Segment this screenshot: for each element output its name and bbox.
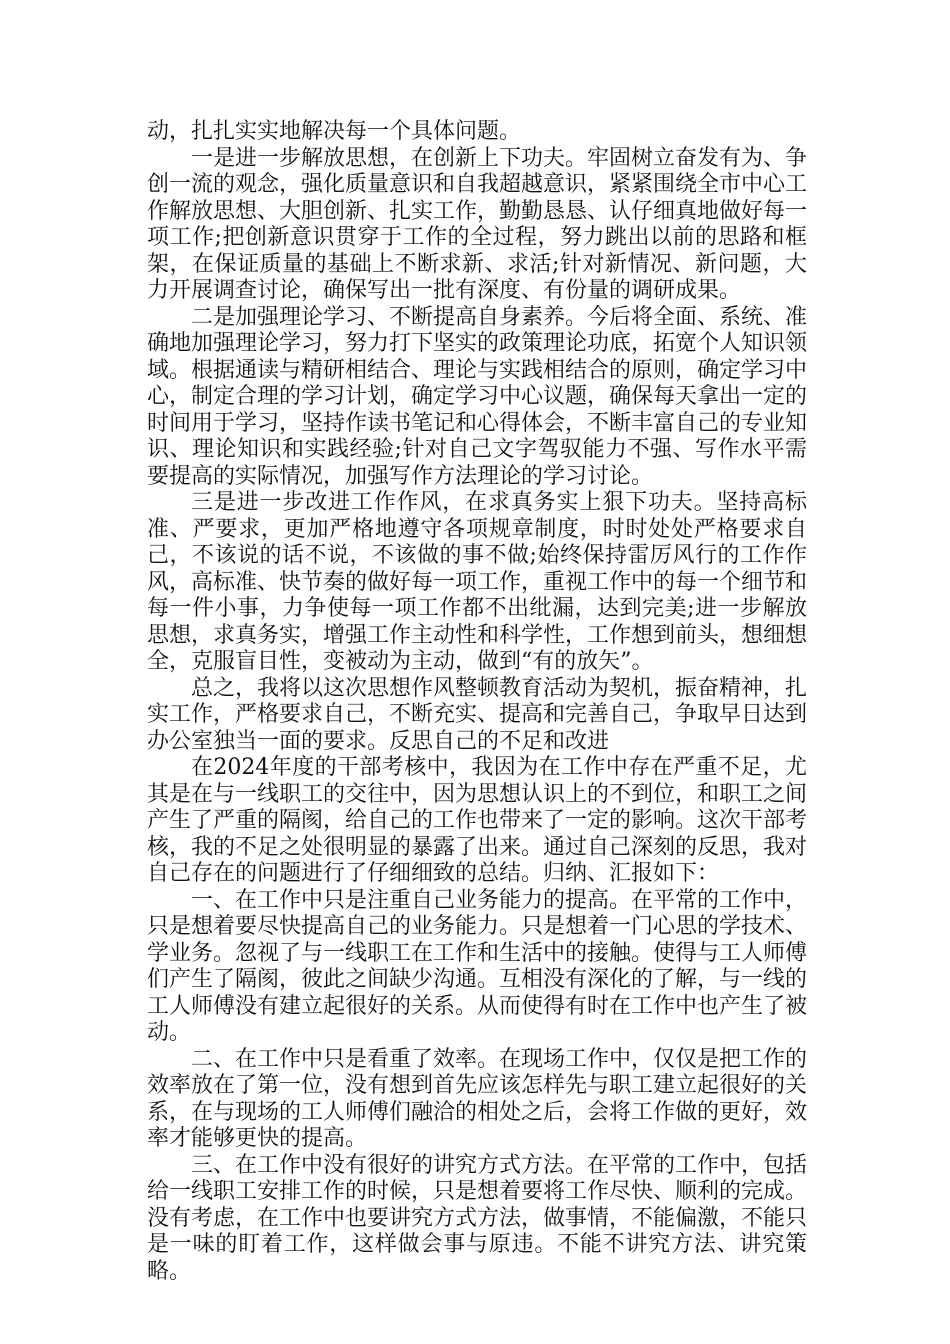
paragraph-summary: 总之，我将以这次思想作风整顿教育活动为契机，振奋精神，扎实工作，严格要求自己，不断充实、提高和完善自己，争取早日达到办公室独当一面的要求。反思自己的不足和改进 xyxy=(147,675,808,754)
paragraph-continuation: 动，扎扎实实地解决每一个具体问题。 xyxy=(147,119,522,144)
document-body xyxy=(147,119,807,1285)
paragraph-point-one-liberate-thinking: 一是进一步解放思想，在创新上下功夫。牢固树立奋发有为、争创一流的观念，强化质量意识和自我超越意识，紧紧围绕全市中心工作解放思想、大胆创新、扎实工作，勤勤恳恳、认仔细真地做好每一项工作;把创新意识贯穿于工作的全过程，努力跳出以前的思路和框架，在保证质量的基础上不断求新、求活;针对新情况、新问题，大力开展调查讨论，确保写出一批有深度、有份量的调研成果。 xyxy=(147,145,808,303)
paragraph-shortcoming-two: 二、在工作中只是看重了效率。在现场工作中，仅仅是把工作的效率放在了第一位，没有想到首先应该怎样先与职工建立起很好的关系，在与现场的工人师傅们融洽的相处之后，会将工作做的更好，效率才能够更快的提高。 xyxy=(147,1046,808,1151)
paragraph-point-three-work-style: 三是进一步改进工作作风，在求真务实上狠下功夫。坚持高标准、严要求，更加严格地遵守各项规章制度，时时处处严格要求自己，不该说的话不说，不该做的事不做;始终保持雷厉风行的工作作风，高标准、快节奏的做好每一项工作，重视工作中的每一个细节和每一件小事，力争使每一项工作都不出纰漏，达到完美;进一步解放思想，求真务实，增强工作主动性和科学性，工作想到前头，想细想全，克服盲目性，变被动为主动，做到“有的放矢”。 xyxy=(147,490,808,674)
paragraph-point-two-theory-study: 二是加强理论学习、不断提高自身素养。今后将全面、系统、准确地加强理论学习，努力打下坚实的政策理论功底，拓宽个人知识领域。根据通读与精研相结合、理论与实践相结合的原则，确定学习中心，制定合理的学习计划，确定学习中心议题，确保每天拿出一定的时间用于学习，坚持作读书笔记和心得体会，不断丰富自己的专业知识、理论知识和实践经验;针对自己文字驾驭能力不强、写作水平需要提高的实际情况，加强写作方法理论的学习讨论。 xyxy=(147,304,808,489)
paragraph-shortcoming-one: 一、在工作中只是注重自己业务能力的提高。在平常的工作中，只是想着要尽快提高自己的业务能力。只是想着一门心思的学技术、学业务。忽视了与一线职工在工作和生活中的接触。使得与工人师傅们产生了隔阂，彼此之间缺少沟通。互相没有深化的了解，与一线的工人师傅没有建立起很好的关系。从而使得有时在工作中也产生了被动。 xyxy=(147,887,808,1045)
paragraph-reflection-intro: 在2024年度的干部考核中，我因为在工作中存在严重不足，尤其是在与一线职工的交往中，因为思想认识上的不到位，和职工之间产生了严重的隔阂，给自己的工作也带来了一定的影响。这次干部考核，我的不足之处很明显的暴露了出来。通过自己深刻的反思，我对自己存在的问题进行了仔细细致的总结。归纳、汇报如下： xyxy=(147,755,808,886)
paragraph-shortcoming-three: 三、在工作中没有很好的讲究方式方法。在平常的工作中，包括给一线职工安排工作的时候，只是想着要将工作尽快、顺利的完成。没有考虑，在工作中也要讲究方式方法，做事情，不能偏激，不能只是一味的盯着工作，这样做会事与原违。不能不讲究方法、讲究策略。 xyxy=(147,1152,808,1284)
